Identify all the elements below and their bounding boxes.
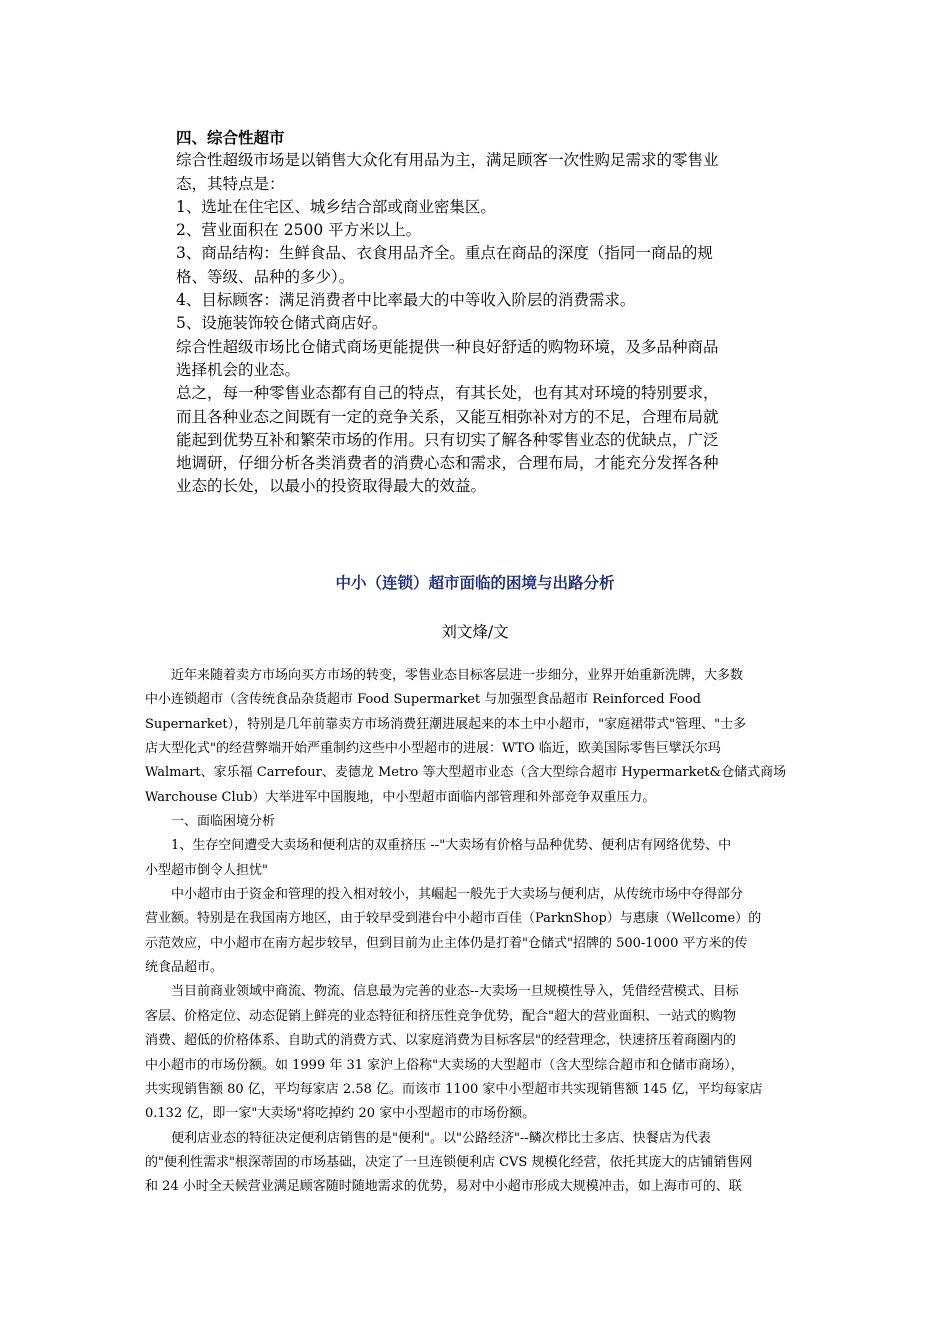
paragraph-line: 中小超市的市场份额。如 1999 年 31 家沪上俗称"大卖场的大型超市（含大型综合超市和仓储市商场）， (145, 1057, 744, 1073)
list-item-continuation: 格、等级、品种的多少）。 (176, 267, 355, 286)
paragraph-line: 统食品超市。 (145, 960, 224, 976)
paragraph-line: 中小超市由于资金和管理的投入相对较小，其崛起一般先于大卖场与便利店，从传统市场中夺得部分 (171, 887, 744, 903)
paragraph-line: 总之，每一种零售业态都有自己的特点，有其长处，也有其对环境的特别要求， (176, 384, 719, 403)
paragraph-line: 近年来随着卖方市场向买方市场的转变，零售业态目标客层进一步细分，业界开始重新洗牌，大多数 (171, 668, 744, 683)
list-item: 4、目标顾客：满足消费者中比率最大的中等收入阶层的消费需求。 (176, 291, 636, 310)
list-item: 5、设施装饰较仓储式商店好。 (176, 314, 388, 333)
paragraph-line: 能起到优势互补和繁荣市场的作用。只有切实了解各种零售业态的优缺点，广泛 (176, 430, 719, 449)
paragraph-line: 便利店业态的特征决定便利店销售的是"便利"。以"公路经济"--鳞次栉比士多店、快餐店为代表 (171, 1130, 711, 1146)
list-item: 3、商品结构：生鲜食品、衣食用品齐全。重点在商品的深度（指同一商品的规 (176, 244, 713, 263)
paragraph-line: 示范效应，中小超市在南方起步较早，但到目前为止主体仍是打着"仓储式"招牌的 500-1000 平方米的传 (145, 935, 748, 951)
subsection-heading: 一、面临困境分析 (171, 814, 276, 830)
paragraph-line: 店大型化式"的经营弊端开始严重制约这些中小型超市的进展：WTO 临近，欧美国际零售巨擘沃尔玛 (145, 741, 721, 757)
list-item: 1、选址在住宅区、城乡结合部或商业密集区。 (176, 197, 496, 216)
paragraph-line: 态，其特点是： (176, 174, 285, 193)
paragraph-line: 的"便利性需求"根深蒂固的市场基础，决定了一旦连锁便利店 CVS 规模化经营，依托其庞大的店铺销售网 (145, 1154, 753, 1170)
paragraph-line: Supernarket），特别是几年前靠卖方市场消费狂潮进展起来的本土中小超市，"家庭裙带式"管理、"士多 (145, 716, 747, 732)
paragraph-line: 营业额。特别是在我国南方地区，由于较早受到港台中小超市百佳（ParknShop）与惠康（Wellcome）的 (145, 911, 762, 927)
paragraph-line: Walmart、家乐福 Carrefour、麦德龙 Metro 等大型超市业态（含大型综合超市 Hypermarket&仓储式商场 (145, 765, 787, 781)
paragraph-line: 当目前商业领域中商流、物流、信息最为完善的业态--大卖场一旦规模性导入，凭借经营模式、目标 (171, 984, 739, 1000)
paragraph-line: 小型超市倒令人担忧" (145, 862, 268, 878)
paragraph-line: 共实现销售额 80 亿，平均每家店 2.58 亿。而该市 1100 家中小型超市共实现销售额 145 亿，平均每家店 (145, 1081, 763, 1097)
article-author: 刘文烽/文 (441, 623, 509, 641)
paragraph-line: 综合性超级市场是以销售大众化有用品为主，满足顾客一次性购足需求的零售业 (176, 151, 719, 170)
paragraph-line: Warchouse Club）大举进军中国腹地，中小型超市面临内部管理和外部竞争双重压力。 (145, 789, 656, 805)
section-heading: 四、综合性超市 (176, 128, 285, 147)
article-title: 中小（连锁）超市面临的困境与出路分析 (335, 573, 615, 592)
section-comprehensive-supermarket (176, 126, 776, 499)
paragraph-line: 选择机会的业态。 (176, 360, 301, 379)
paragraph-line: 1、生存空间遭受大卖场和便利店的双重挤压 --"大卖场有价格与品种优势、便利店有网络优势、中 (171, 838, 732, 854)
paragraph-line: 消费、超低的价格体系、自助式的消费方式、以家庭消费为目标客层"的经营理念，快速挤压着商圈内的 (145, 1033, 736, 1049)
list-item: 2、营业面积在 2500 平方米以上。 (176, 221, 422, 240)
paragraph-line: 业态的长处，以最小的投资取得最大的效益。 (176, 477, 487, 496)
paragraph-line: 和 24 小时全天候营业满足顾客随时随地需求的优势，易对中小超市形成大规模冲击，如上海市可的、联 (145, 1179, 742, 1195)
paragraph-line: 综合性超级市场比仓储式商场更能提供一种良好舒适的购物环境，及多品种商品 (176, 337, 719, 356)
paragraph-line: 客层、价格定位、动态促销上鲜亮的业态特征和挤压性竞争优势，配合"超大的营业面积、一站式的购物 (145, 1008, 736, 1024)
paragraph-line: 0.132 亿，即一家"大卖场"将吃掉约 20 家中小型超市的市场份额。 (145, 1106, 536, 1122)
paragraph-line: 地调研，仔细分析各类消费者的消费心态和需求，合理布局，才能充分发挥各种 (176, 454, 719, 473)
paragraph-line: 中小连锁超市（含传统食品杂货超市 Food Supermarket 与加强型食品超市 Reinforced Food (145, 692, 701, 708)
article-body (145, 664, 810, 1200)
paragraph-line: 而且各种业态之间既有一定的竞争关系，又能互相弥补对方的不足，合理布局就 (176, 407, 719, 426)
